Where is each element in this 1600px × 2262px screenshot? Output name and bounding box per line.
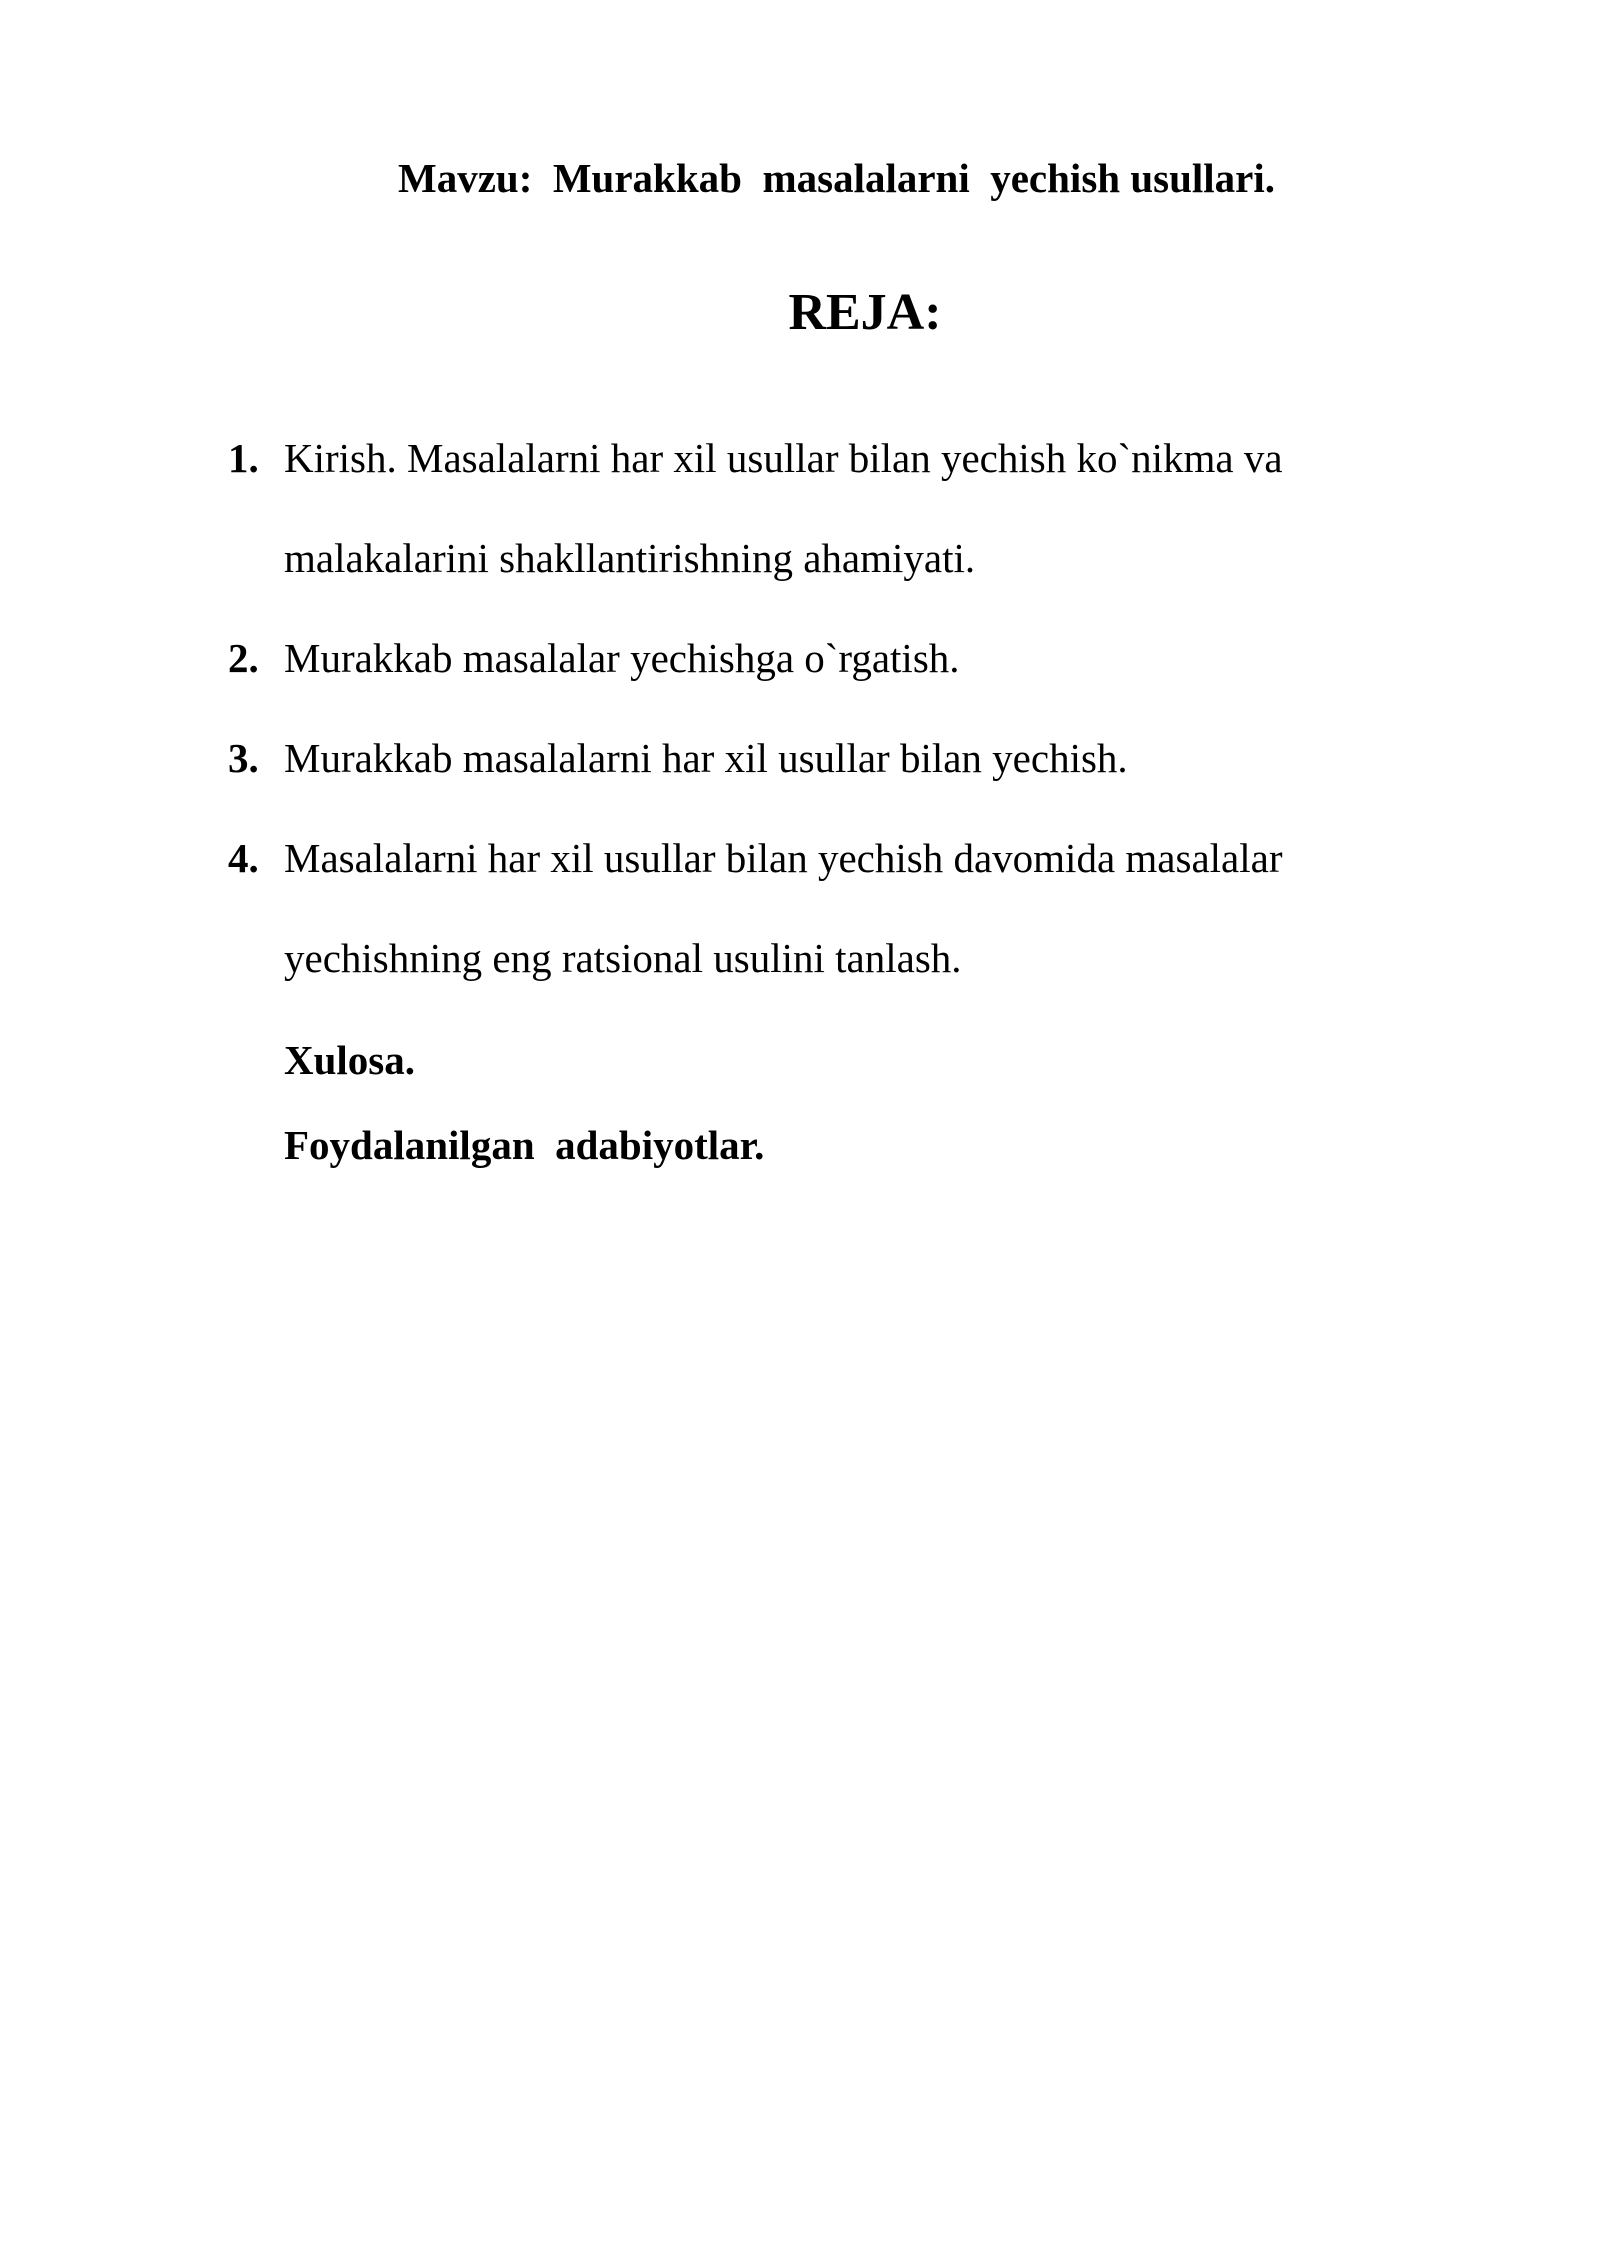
plan-item-text: Masalalarni har xil usullar bilan yechish davomida masalalar yechishning eng ratsional usulini tanlash.	[284, 835, 1283, 981]
plan-item-text: Kirish. Masalalarni har xil usullar bilan yechish ko`nikma va malakalarini shakllantirishning ahamiyati.	[284, 435, 1283, 581]
plan-item-number: 2.	[228, 635, 259, 681]
plan-item-text: Murakkab masalalarni har xil usullar bilan yechish.	[284, 735, 1128, 781]
plan-item-number: 4.	[228, 835, 259, 881]
conclusion-label: Xulosa.	[284, 1037, 416, 1083]
references-label: Foydalanilgan adabiyotlar.	[284, 1122, 765, 1168]
document-title: Mavzu: Murakkab masalalarni yechish usullari.	[398, 155, 1276, 201]
plan-item-number: 1.	[228, 435, 259, 481]
plan-item-number: 3.	[228, 735, 259, 781]
plan-item-text: Murakkab masalalar yechishga o`rgatish.	[284, 635, 960, 681]
plan-heading: REJA:	[788, 284, 942, 341]
